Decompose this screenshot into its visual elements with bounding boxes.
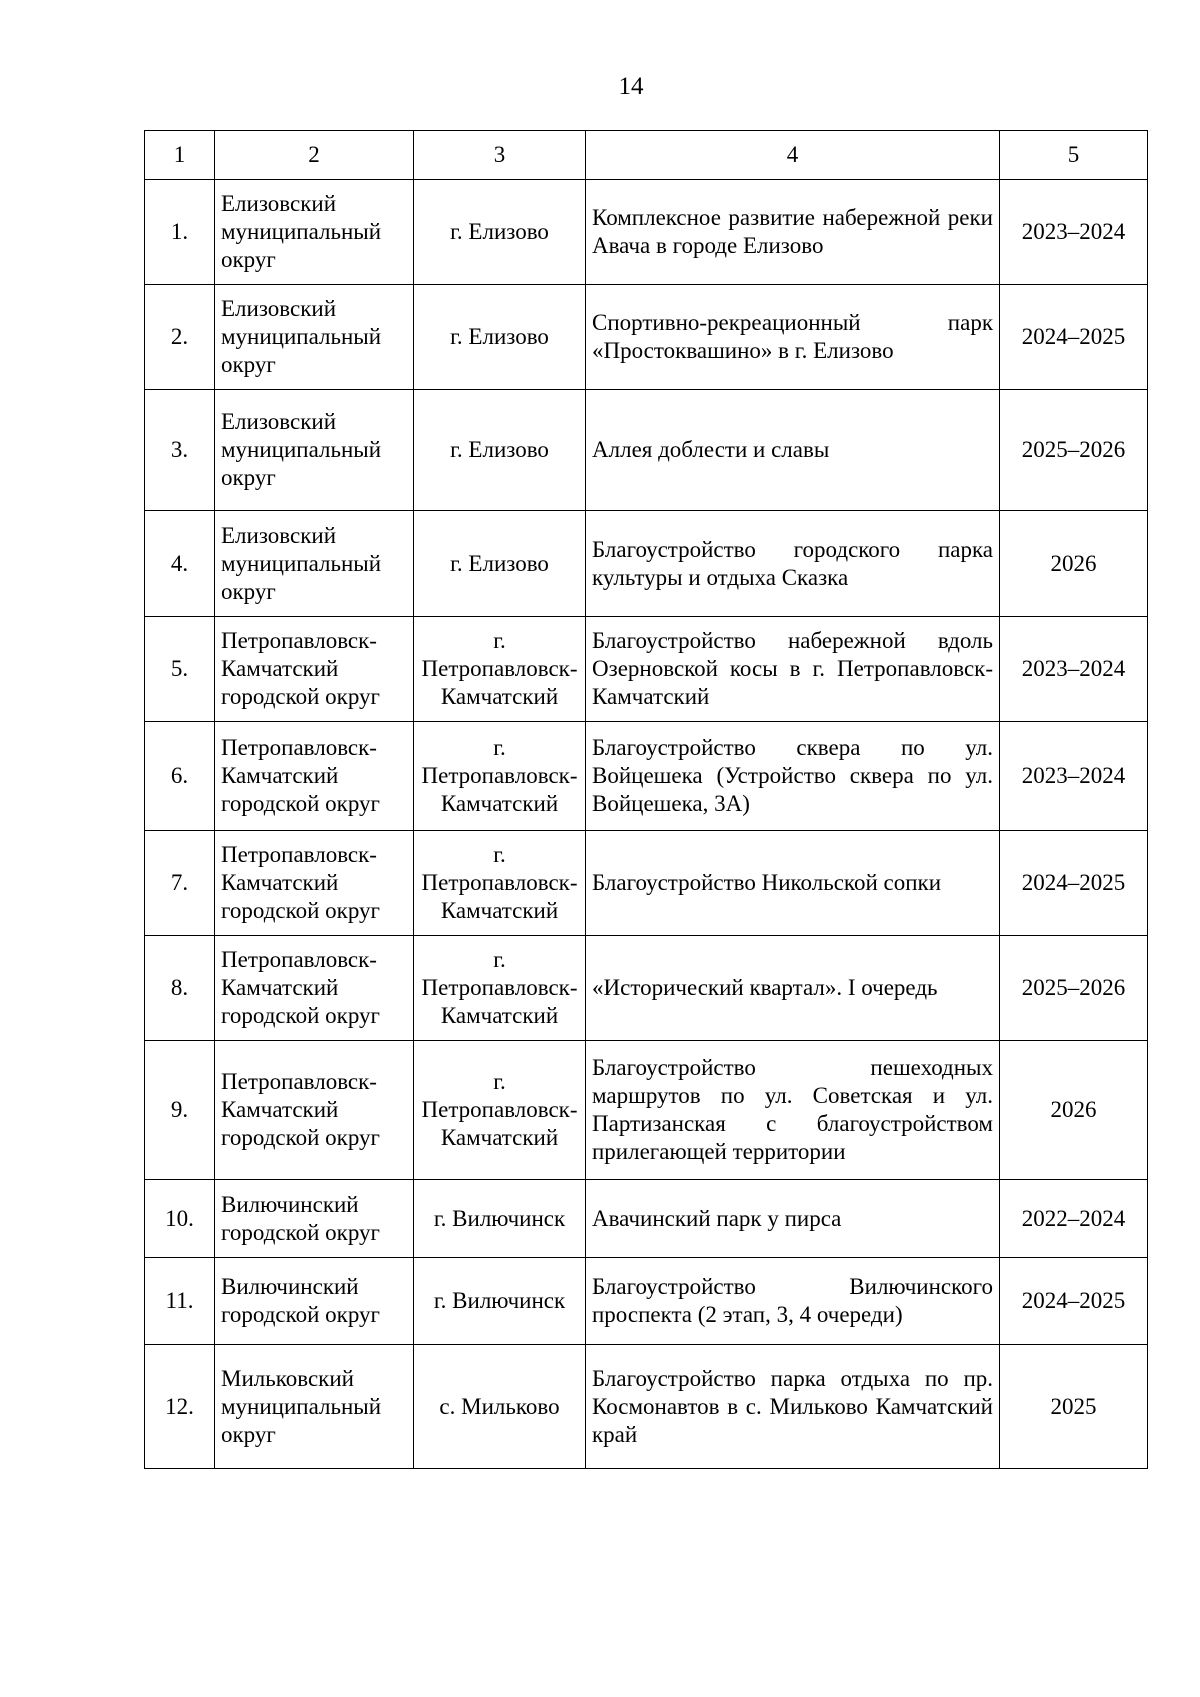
period-cell: 2024–2025 [1000,285,1148,390]
settlement-cell: г. Вилючинск [414,1180,586,1258]
period-cell: 2024–2025 [1000,1258,1148,1345]
row-number: 9. [145,1041,215,1180]
header-cell-2: 2 [215,131,414,180]
table-row [145,831,1148,936]
object-cell: Благоустройство Никольской сопки [586,831,1000,936]
municipality-cell: Петропавловск-Камчатский городской округ [215,722,414,831]
table-row [145,1258,1148,1345]
object-cell: Авачинский парк у пирса [586,1180,1000,1258]
object-cell: Благоустройство пешеходных маршрутов по ул. Советская и ул. Партизанская с благоустройством прилегающей территории [586,1041,1000,1180]
object-cell: Аллея доблести и славы [586,390,1000,511]
object-cell: Благоустройство Вилючинского проспекта (2 этап, 3, 4 очереди) [586,1258,1000,1345]
row-number: 12. [145,1345,215,1469]
municipality-cell: Петропавловск-Камчатский городской округ [215,617,414,722]
table-row [145,1180,1148,1258]
projects-table [144,130,1148,1469]
page-number: 14 [618,73,644,100]
municipality-cell: Елизовский муниципальный округ [215,511,414,617]
row-number: 1. [145,180,215,285]
settlement-cell: г. Петропавловск-Камчатский [414,617,586,722]
table-row [145,1345,1148,1469]
header-cell-3: 3 [414,131,586,180]
object-cell: Благоустройство набережной вдоль Озерновской косы в г. Петропавловск-Камчатский [586,617,1000,722]
header-row [145,131,1148,180]
period-cell: 2023–2024 [1000,617,1148,722]
period-cell: 2023–2024 [1000,180,1148,285]
row-number: 5. [145,617,215,722]
period-cell: 2025–2026 [1000,390,1148,511]
table-row [145,180,1148,285]
period-cell: 2024–2025 [1000,831,1148,936]
municipality-cell: Вилючинский городской округ [215,1180,414,1258]
municipality-cell: Мильковский муниципальный округ [215,1345,414,1469]
object-cell: Благоустройство сквера по ул. Войцешека (Устройство сквера по ул. Войцешека, 3А) [586,722,1000,831]
municipality-cell: Петропавловск-Камчатский городской округ [215,1041,414,1180]
row-number: 4. [145,511,215,617]
municipality-cell: Петропавловск-Камчатский городской округ [215,936,414,1041]
table-row [145,390,1148,511]
settlement-cell: г. Елизово [414,511,586,617]
settlement-cell: г. Елизово [414,390,586,511]
settlement-cell: г. Елизово [414,180,586,285]
object-cell: Благоустройство городского парка культуры и отдыха Сказка [586,511,1000,617]
table-row [145,1041,1148,1180]
table-row [145,617,1148,722]
row-number: 8. [145,936,215,1041]
municipality-cell: Елизовский муниципальный округ [215,180,414,285]
object-cell: «Исторический квартал». I очередь [586,936,1000,1041]
table-header [145,131,1148,180]
header-cell-1: 1 [145,131,215,180]
table-row [145,285,1148,390]
object-cell: Спортивно-рекреационный парк «Простоквашино» в г. Елизово [586,285,1000,390]
settlement-cell: г. Елизово [414,285,586,390]
settlement-cell: г. Петропавловск-Камчатский [414,1041,586,1180]
settlement-cell: г. Вилючинск [414,1258,586,1345]
municipality-cell: Петропавловск-Камчатский городской округ [215,831,414,936]
object-cell: Комплексное развитие набережной реки Авача в городе Елизово [586,180,1000,285]
municipality-cell: Вилючинский городской округ [215,1258,414,1345]
settlement-cell: г. Петропавловск-Камчатский [414,831,586,936]
settlement-cell: с. Мильково [414,1345,586,1469]
table-body [145,180,1148,1469]
municipality-cell: Елизовский муниципальный округ [215,390,414,511]
header-cell-5: 5 [1000,131,1148,180]
municipality-cell: Елизовский муниципальный округ [215,285,414,390]
row-number: 3. [145,390,215,511]
object-cell: Благоустройство парка отдыха по пр. Космонавтов в с. Мильково Камчатский край [586,1345,1000,1469]
settlement-cell: г. Петропавловск-Камчатский [414,722,586,831]
row-number: 7. [145,831,215,936]
period-cell: 2022–2024 [1000,1180,1148,1258]
row-number: 6. [145,722,215,831]
row-number: 10. [145,1180,215,1258]
table-row [145,936,1148,1041]
period-cell: 2023–2024 [1000,722,1148,831]
table-row [145,722,1148,831]
row-number: 11. [145,1258,215,1345]
period-cell: 2026 [1000,511,1148,617]
period-cell: 2025–2026 [1000,936,1148,1041]
header-cell-4: 4 [586,131,1000,180]
table-row [145,511,1148,617]
period-cell: 2025 [1000,1345,1148,1469]
settlement-cell: г. Петропавловск-Камчатский [414,936,586,1041]
period-cell: 2026 [1000,1041,1148,1180]
row-number: 2. [145,285,215,390]
